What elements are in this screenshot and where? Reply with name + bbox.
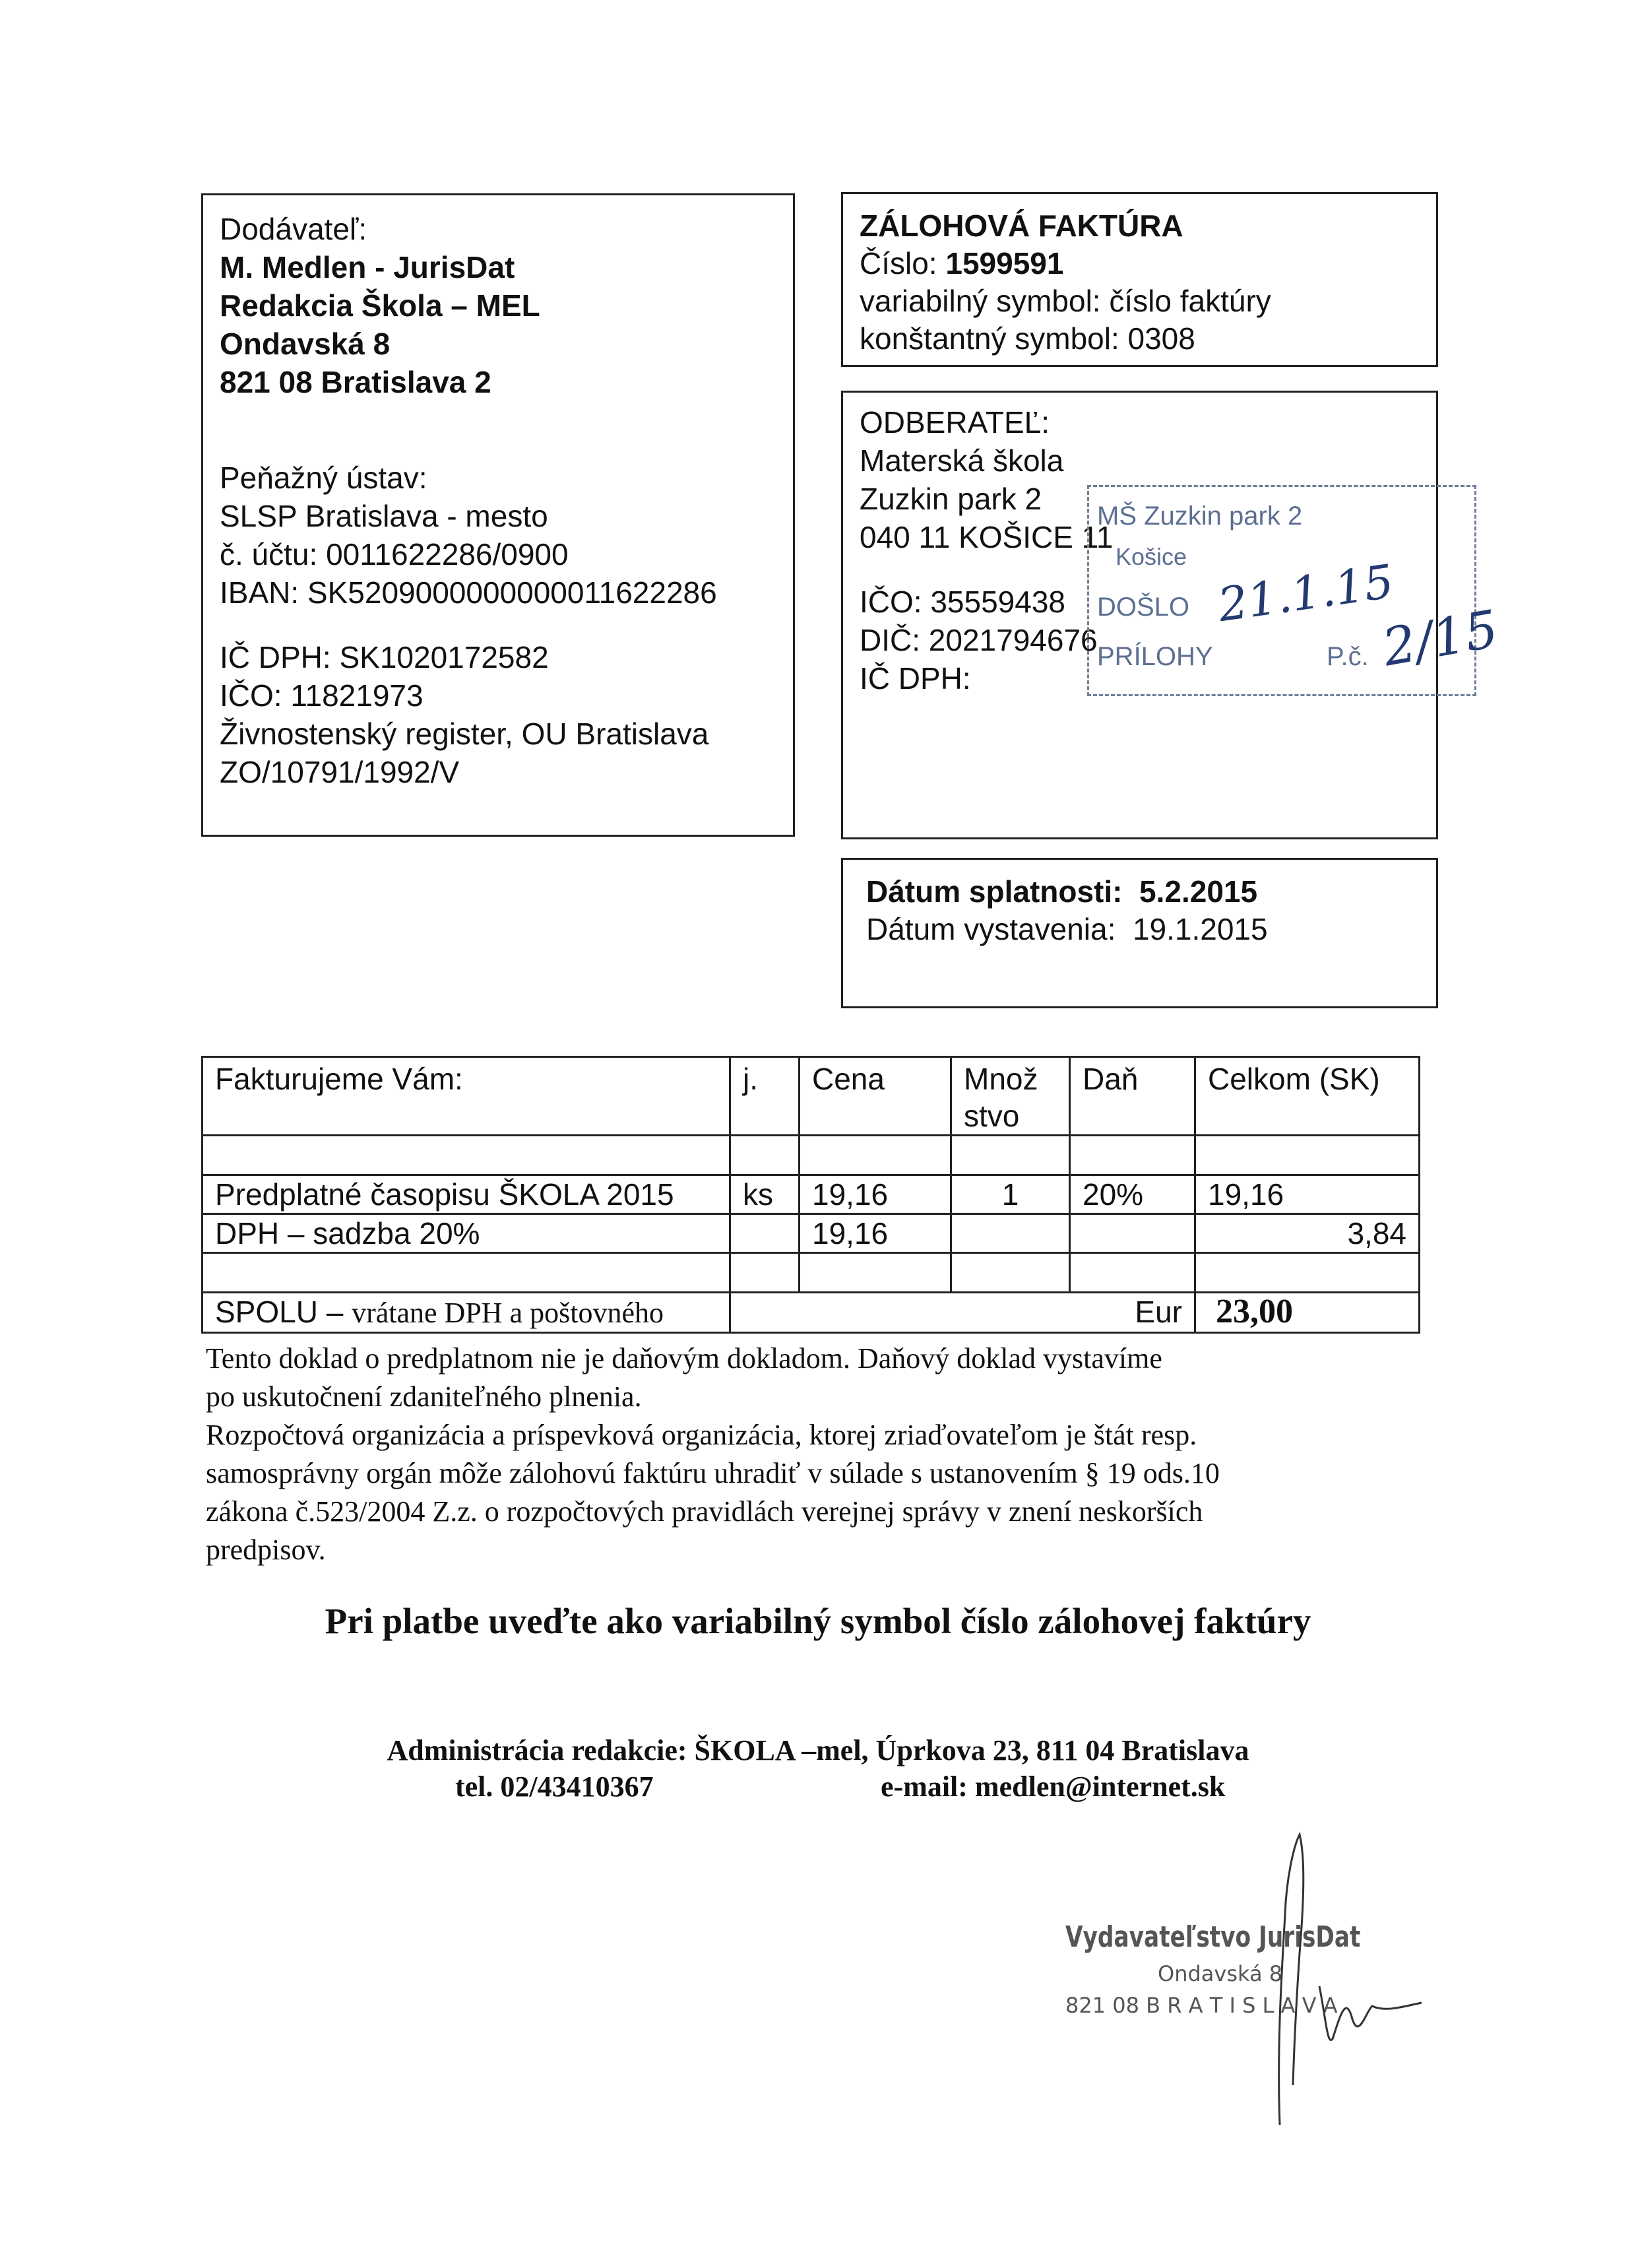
due-date-row	[866, 873, 1413, 911]
invoice-number: 1599591	[945, 246, 1064, 280]
issue-date-row	[866, 911, 1413, 948]
received-stamp	[1087, 485, 1503, 696]
sum-currency: Eur	[730, 1293, 1195, 1333]
items-table	[201, 1056, 1420, 1334]
supplier-vat-id: IČ DPH: SK1020172582	[220, 640, 549, 674]
stamp-town: Košice	[1116, 543, 1187, 570]
publisher-name: Vydavateľstvo JurisDat	[1065, 1920, 1361, 1954]
row-qty	[951, 1214, 1070, 1253]
row-price: 19,16	[800, 1175, 951, 1214]
supplier-street: Ondavská 8	[220, 327, 391, 361]
note-line: Tento doklad o predplatnom nie je daňovým dokladom. Daňový doklad vystavíme	[206, 1342, 1162, 1375]
row-total: 19,16	[1195, 1175, 1420, 1214]
row-unit	[730, 1214, 800, 1253]
table-header-row	[203, 1057, 1420, 1136]
table-row-empty	[203, 1136, 1420, 1175]
supplier-ico: IČO: 11821973	[220, 678, 424, 713]
due-date-label: Dátum splatnosti:	[866, 874, 1123, 909]
supplier-name: M. Medlen - JurisDat	[220, 250, 515, 284]
row-price: 19,16	[800, 1214, 951, 1253]
publisher-street: Ondavská 8	[1158, 1961, 1283, 1986]
admin-phone: tel. 02/43410367	[455, 1770, 654, 1803]
dates-box	[841, 858, 1438, 1008]
customer-name: Materská škola	[860, 443, 1064, 478]
issue-date-label: Dátum vystavenia:	[866, 912, 1116, 946]
customer-city: 040 11 KOŠICE 11	[860, 520, 1114, 554]
row-unit: ks	[730, 1175, 800, 1214]
payment-notice: Pri platbe uveďte ako variabilný symbol číslo zálohovej faktúry	[325, 1601, 1311, 1641]
supplier-account: č. účtu: 0011622286/0900	[220, 537, 569, 571]
stamp-ref-label: P.č.	[1327, 642, 1369, 671]
stamp-received-label: DOŠLO	[1097, 593, 1190, 622]
customer-vat-id: IČ DPH:	[860, 661, 971, 696]
note-line: predpisov.	[206, 1534, 326, 1566]
publisher-city: 821 08 B R A T I S L A V A	[1065, 1993, 1338, 2018]
due-date: 5.2.2015	[1139, 874, 1258, 909]
sum-label: SPOLU –	[215, 1295, 352, 1329]
supplier-box	[201, 193, 795, 837]
header-price: Cena	[800, 1057, 951, 1136]
row-item: Predplatné časopisu ŠKOLA 2015	[203, 1175, 730, 1214]
note-line: po uskutočnení zdaniteľného plnenia.	[206, 1380, 642, 1413]
row-total: 3,84	[1195, 1214, 1420, 1253]
constant-symbol: konštantný symbol: 0308	[860, 321, 1195, 356]
admin-address: Administrácia redakcie: ŠKOLA –mel, Úprkova 23, 811 04 Bratislava	[387, 1734, 1249, 1766]
table-sum-row	[203, 1293, 1420, 1333]
invoice-note	[206, 1340, 1220, 1569]
header-item: Fakturujeme Vám:	[203, 1057, 730, 1136]
table-row-empty	[203, 1253, 1420, 1293]
invoice-number-label: Číslo:	[860, 246, 937, 280]
supplier-bank-label: Peňažný ústav:	[220, 461, 427, 495]
row-tax: 20%	[1070, 1175, 1195, 1214]
signature-icon	[1253, 1821, 1425, 2131]
note-line: zákona č.523/2004 Z.z. o rozpočtových pravidlách verejnej správy v znení neskorších	[206, 1495, 1203, 1528]
header-unit: j.	[730, 1057, 800, 1136]
stamp-attachments-label: PRÍLOHY	[1097, 642, 1213, 671]
customer-ico: IČO: 35559438	[860, 585, 1066, 619]
sum-total: 23,00	[1195, 1293, 1420, 1333]
header-tax: Daň	[1070, 1057, 1195, 1136]
header-total: Celkom (SK)	[1195, 1057, 1420, 1136]
table-row	[203, 1214, 1420, 1253]
customer-street: Zuzkin park 2	[860, 482, 1042, 516]
stamp-school: MŠ Zuzkin park 2	[1097, 502, 1303, 531]
supplier-city: 821 08 Bratislava 2	[220, 365, 491, 399]
stamp-ref-number: 2/15	[1378, 599, 1503, 678]
invoice-header-box	[841, 192, 1438, 367]
issue-date: 19.1.2015	[1132, 912, 1268, 946]
variable-symbol: variabilný symbol: číslo faktúry	[860, 284, 1271, 318]
header-qty-line2: stvo	[964, 1099, 1020, 1133]
invoice-title: ZÁLOHOVÁ FAKTÚRA	[860, 209, 1183, 243]
header-qty	[951, 1057, 1070, 1136]
stamp-received-date: 21.1.15	[1214, 554, 1397, 633]
supplier-editorial: Redakcia Škola – MEL	[220, 288, 540, 323]
row-qty: 1	[951, 1175, 1070, 1214]
supplier-iban: IBAN: SK5209000000000011622286	[220, 575, 717, 610]
customer-label: ODBERATEĽ:	[860, 405, 1050, 439]
row-tax	[1070, 1214, 1195, 1253]
sum-label-cell	[203, 1293, 730, 1333]
note-line: Rozpočtová organizácia a príspevková organizácia, ktorej zriaďovateľom je štát resp.	[206, 1419, 1197, 1451]
supplier-register-no: ZO/10791/1992/V	[220, 755, 460, 789]
supplier-bank: SLSP Bratislava - mesto	[220, 499, 548, 533]
table-row	[203, 1175, 1420, 1214]
sum-note: vrátane DPH a poštovného	[352, 1297, 664, 1329]
row-item: DPH – sadzba 20%	[203, 1214, 730, 1253]
admin-email: e-mail: medlen@internet.sk	[881, 1770, 1226, 1803]
header-qty-line1: Množ	[964, 1062, 1038, 1096]
note-line: samosprávny orgán môže zálohovú faktúru uhradiť v súlade s ustanovením § 19 ods.10	[206, 1457, 1220, 1489]
supplier-register: Živnostenský register, OU Bratislava	[220, 717, 709, 751]
supplier-label: Dodávateľ:	[220, 212, 367, 246]
customer-dic: DIČ: 2021794676	[860, 623, 1098, 657]
invoice-number-row	[860, 245, 1420, 282]
